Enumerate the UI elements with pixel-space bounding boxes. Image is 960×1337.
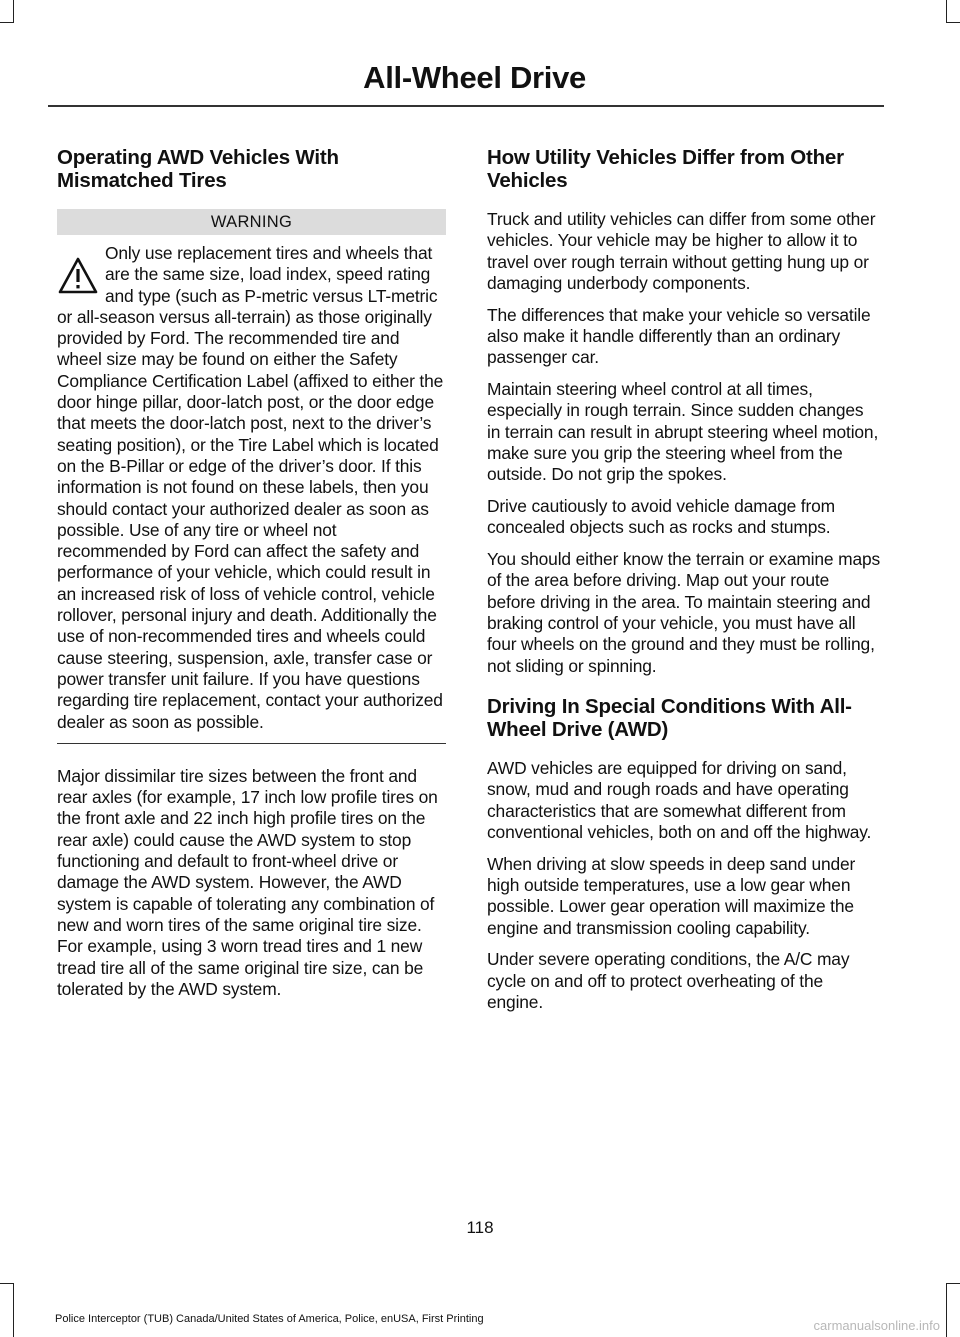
- crop-mark-bottom-left-h: [0, 1283, 14, 1284]
- page-header-title: All-Wheel Drive: [363, 60, 586, 95]
- watermark: carmanualsonline.info: [813, 1318, 940, 1333]
- paragraph-utility-5: You should either know the terrain or examine maps of the area before driving. Map out your route before driving in the area. To maintain steering and braking control of your vehicle, you must have all four wheels on the ground and they must be rolling, not sliding or spinning.: [487, 549, 881, 676]
- paragraph-awd-1: AWD vehicles are equipped for driving on sand, snow, mud and rough roads and have operating characteristics that are somewhat different from conventional vehicles, both on and off the highway.: [487, 757, 872, 842]
- right-column: [487, 146, 881, 1024]
- warning-label: WARNING: [57, 209, 446, 235]
- crop-mark-top-right: [946, 0, 947, 22]
- crop-mark-top-right-h: [946, 22, 960, 23]
- section-heading-special-conditions: Driving In Special Conditions With All-Wheel Drive (AWD): [487, 694, 852, 741]
- section-heading-utility-vehicles: How Utility Vehicles Differ from Other Vehicles: [487, 146, 844, 192]
- crop-mark-top-left-h: [0, 22, 14, 23]
- paragraph-awd-2: When driving at slow speeds in deep sand under high outside temperatures, use a low gear when possible. Lower gear operation will maximize the engine and transmission cooling capability.: [487, 853, 856, 938]
- paragraph-utility-1: Truck and utility vehicles can differ from some other vehicles. Your vehicle may be higher to allow it to travel over rough terrain without getting hung up or damaging underbody components.: [487, 209, 876, 293]
- left-column: [57, 146, 446, 1011]
- page-number: 118: [466, 1218, 494, 1237]
- warning-block: [57, 243, 446, 733]
- paragraph-utility-3: Maintain steering wheel control at all times, especially in rough terrain. Since sudden changes in terrain can result in abrupt steering wheel motion, make sure you grip the steering wheel from the outside. Do not grip the spokes.: [487, 379, 879, 485]
- warning-triangle-icon: [57, 253, 99, 299]
- crop-mark-bottom-right-h: [946, 1283, 960, 1284]
- paragraph-utility-2: The differences that make your vehicle so versatile also make it handle differently than an ordinary passenger car.: [487, 304, 871, 368]
- paragraph-tire-sizes: Major dissimilar tire sizes between the front and rear axles (for example, 17 inch low profile tires on the front axle and 22 inch high profile tires on the rear axle) could cause the AWD system to stop functioning and default to front-wheel drive or damage the AWD system. However, the AWD system is capable of tolerating any combination of new and worn tires of the same original tire size. For example, using 3 worn tread tires and 1 new tread tire all of the same original tire size, can be tolerated by the AWD system.: [57, 765, 438, 999]
- warning-text: Only use replacement tires and wheels that are the same size, load index, speed rating and type (such as P-metric versus LT-metric or all-season versus all-terrain) as those originally provided by Ford. The recommended tire and wheel size may be found on either the Safety Compliance Certification Label (affixed to either the door hinge pillar, door-latch post, or the door edge that meets the door-latch post, next to the driver’s seating position), or the Tire Label which is located on the B-Pillar or edge of the driver’s door. If this information is not found on these labels, then you should contact your authorized dealer as soon as possible. Use of any tire or wheel not recommended by Ford can affect the safety and performance of your vehicle, which could result in an increased risk of loss of vehicle control, vehicle rollover, personal injury and death. Additionally the use of non-recommended tires and wheels could cause steering, suspension, axle, transfer case or power transfer unit failure. If you have questions regarding tire replacement, contact your authorized dealer as soon as possible.: [57, 243, 444, 732]
- section-heading-mismatched-tires: Operating AWD Vehicles With Mismatched Tires: [57, 146, 339, 192]
- paragraph-awd-3: Under severe operating conditions, the A/C may cycle on and off to protect overheating of the engine.: [487, 949, 850, 1012]
- header-divider: [48, 105, 884, 107]
- warning-divider: [57, 743, 446, 744]
- footer-printing-info: Police Interceptor (TUB) Canada/United States of America, Police, enUSA, First Printing: [55, 1313, 484, 1325]
- paragraph-utility-4: Drive cautiously to avoid vehicle damage from concealed objects such as rocks and stumps.: [487, 496, 835, 538]
- crop-mark-top-left: [13, 0, 14, 22]
- crop-mark-bottom-right: [946, 1283, 947, 1337]
- crop-mark-bottom-left: [13, 1283, 14, 1337]
